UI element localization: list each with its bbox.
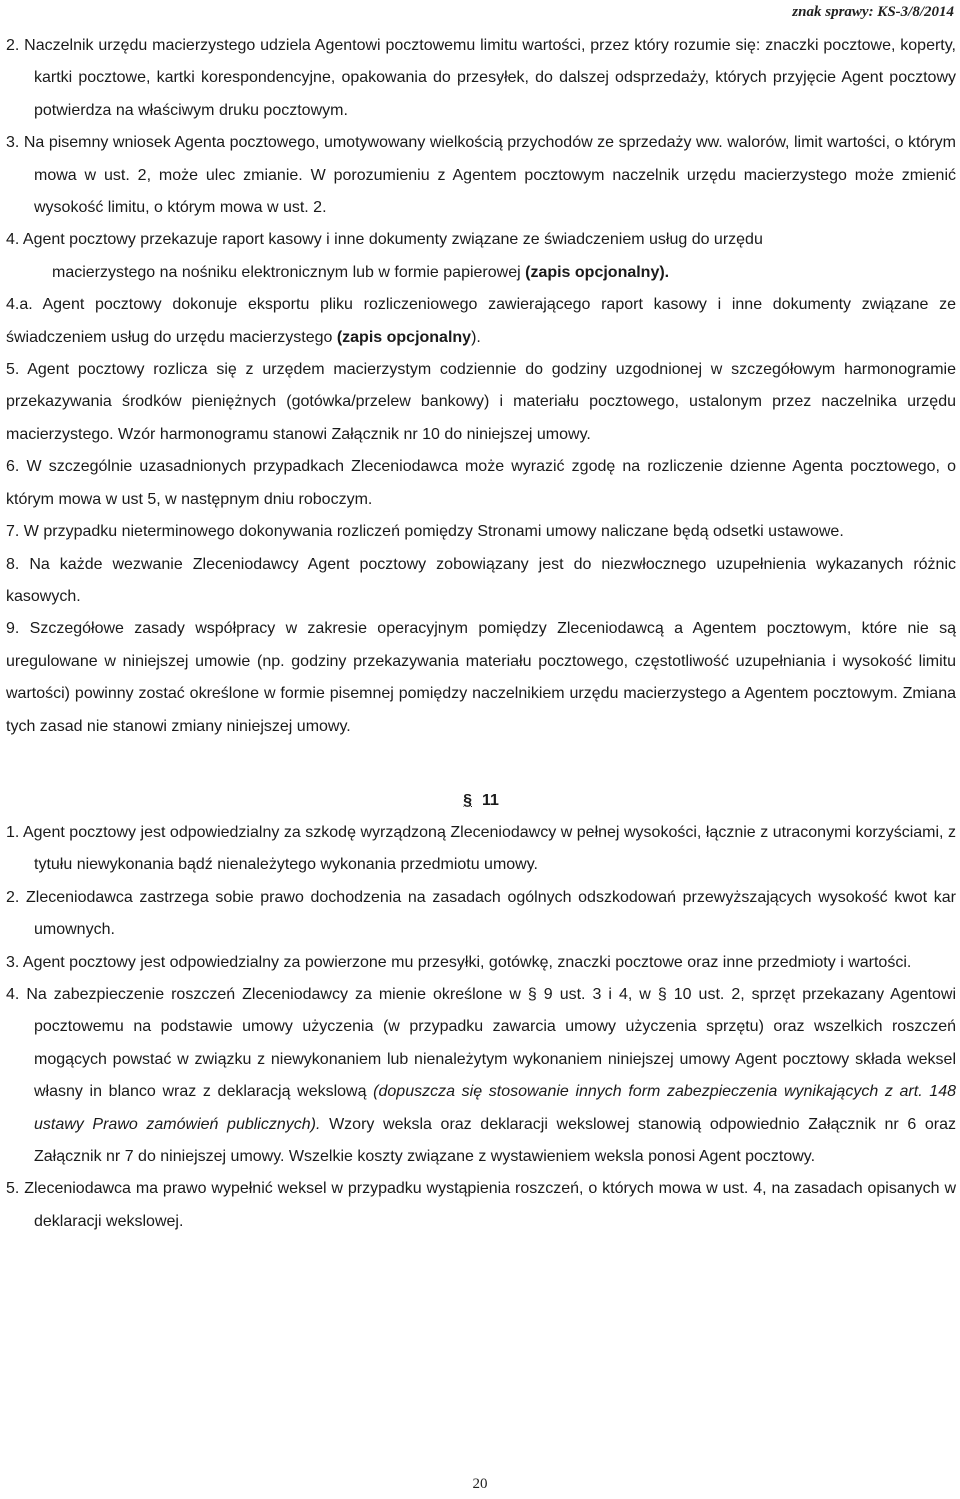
paragraph-4-optional-note: (zapis opcjonalny).	[525, 263, 670, 281]
paragraph-4a	[6, 289, 956, 354]
section-11-paragraph-2: 2. Zleceniodawca zastrzega sobie prawo dochodzenia na zasadach ogólnych odszkodowań przewyższających wysokość kwot kar umownych.	[6, 888, 956, 939]
paragraph-4a-text: 4.a. Agent pocztowy dokonuje eksportu pliku rozliczeniowego zawierającego raport kasowy i inne dokumenty związane ze świadczeniem usług do urzędu macierzystego	[6, 296, 956, 346]
case-reference: znak sprawy: KS-3/8/2014	[792, 4, 954, 20]
section-11-paragraph-4-italic-note: (dopuszcza się stosowanie innych form zabezpieczenia wynikających z art. 148 ustawy Prawo zamówień publicznych).	[34, 1083, 956, 1133]
paragraph-4a-tail: ).	[471, 328, 481, 346]
paragraph-4-rest: macierzystego na nośniku elektronicznym lub w formie papierowej	[52, 263, 526, 281]
section-11-paragraph-5: 5. Zleceniodawca ma prawo wypełnić weksel w przypadku wystąpienia roszczeń, o których mowa w ust. 4, na zasadach opisanych w deklaracji wekslowej.	[6, 1180, 956, 1230]
paragraph-6: 6. W szczególnie uzasadnionych przypadkach Zleceniodawca może wyrazić zgodę na rozliczenie dzienne Agenta pocztowego, o którym mowa w ust 5, w następnym dniu roboczym.	[6, 458, 956, 508]
paragraph-4-continuation	[6, 257, 956, 289]
paragraph-4a-optional-note: (zapis opcjonalny	[336, 328, 472, 346]
paragraph-5: 5. Agent pocztowy rozlicza się z urzędem macierzystym codziennie do godziny uzgodnionej w szczegółowym harmonogramie przekazywania środków pieniężnych (gotówka/przelew bankowy) i materiału pocztowego, ustalonym przez naczelnika urzędu macierzystego. Wzór harmonogramu stanowi Załącznik nr 10 do niniejszej umowy.	[6, 361, 956, 443]
paragraph-4-number: 4.	[6, 231, 20, 249]
section-11-paragraph-4	[6, 979, 956, 1173]
paragraph-9: 9. Szczegółowe zasady współpracy w zakresie operacyjnym pomiędzy Zleceniodawcą a Agentem pocztowym, które nie są uregulowane w niniejszej umowie (np. godziny przekazywania materiału pocztowego, częstotliwość uzupełniania i wysokość limitu wartości) powinny zostać określone w formie pisemnej pomiędzy naczelnikiem urzędu macierzystego a Agentem pocztowym. Zmiana tych zasad nie stanowi zmiany niniejszej umowy.	[6, 620, 956, 735]
section-spacer	[6, 743, 956, 785]
paragraph-4	[6, 224, 956, 289]
paragraph-8: 8. Na każde wezwanie Zleceniodawcy Agent pocztowy zobowiązany jest do niezwłocznego uzupełnienia wykazanych różnic kasowych.	[6, 555, 956, 605]
paragraph-3: 3. Na pisemny wniosek Agenta pocztowego, umotywowany wielkością przychodów ze sprzedaży ww. walorów, limit wartości, o którym mowa w ust. 2, może ulec zmianie. W porozumieniu z Agentem pocztowym naczelnik urzędu macierzystego może zmienić wysokość limitu, o którym mowa w ust. 2.	[6, 134, 956, 217]
paragraph-4-text: Agent pocztowy przekazuje raport kasowy i inne dokumenty związane ze świadczeniem usług do urzędu	[22, 231, 763, 249]
page-number: 20	[472, 1476, 488, 1492]
paragraph-2: 2. Naczelnik urzędu macierzystego udziela Agentowi pocztowemu limitu wartości, przez który rozumie się: znaczki pocztowe, koperty, kartki pocztowe, kartki korespondencyjne, opakowania do przesyłek, do dalszej odsprzedaży, których przyjęcie Agent pocztowy potwierdza na właściwym druku pocztowym.	[6, 37, 956, 119]
paragraph-7: 7. W przypadku nieterminowego dokonywania rozliczeń pomiędzy Stronami umowy naliczane będą odsetki ustawowe.	[6, 523, 844, 541]
section-11-paragraph-1: 1. Agent pocztowy jest odpowiedzialny za szkodę wyrządzoną Zleceniodawcy w pełnej wysokości, łącznie z utraconymi korzyściami, z tytułu niewykonania bądź nienależytego wykonania przedmiotu umowy.	[6, 823, 956, 874]
section-sign: §	[463, 791, 472, 809]
section-11-paragraph-4-part-b: Wzory weksla oraz deklaracji wekslowej stanowią odpowiednio Załącznik nr 6 oraz Załącznik nr 7 do niniejszej umowy. Wszelkie koszty związane z wystawieniem weksla ponosi Agent pocztowy.	[34, 1115, 956, 1165]
section-11-paragraph-4-part-a: 4. Na zabezpieczenie roszczeń Zleceniodawcy za mienie określone w § 9 ust. 3 i 4, w § 10 ust. 2, sprzęt przekazany Agentowi pocztowemu na podstawie umowy użyczenia (w przypadku zawarcia umowy użyczenia sprzętu) oraz wszelkich roszczeń mogących powstać w związku z niewykonaniem lub nienależytym wykonaniem niniejszej umowy Agent pocztowy składa weksel własny in blanco wraz z deklaracją wekslową	[6, 985, 956, 1101]
section-11-paragraph-3: 3. Agent pocztowy jest odpowiedzialny za powierzone mu przesyłki, gotówkę, znaczki pocztowe oraz inne przedmioty i wartości.	[6, 953, 912, 971]
section-heading-11	[6, 785, 956, 817]
section-number: 11	[481, 791, 499, 809]
document-body	[6, 30, 956, 1238]
